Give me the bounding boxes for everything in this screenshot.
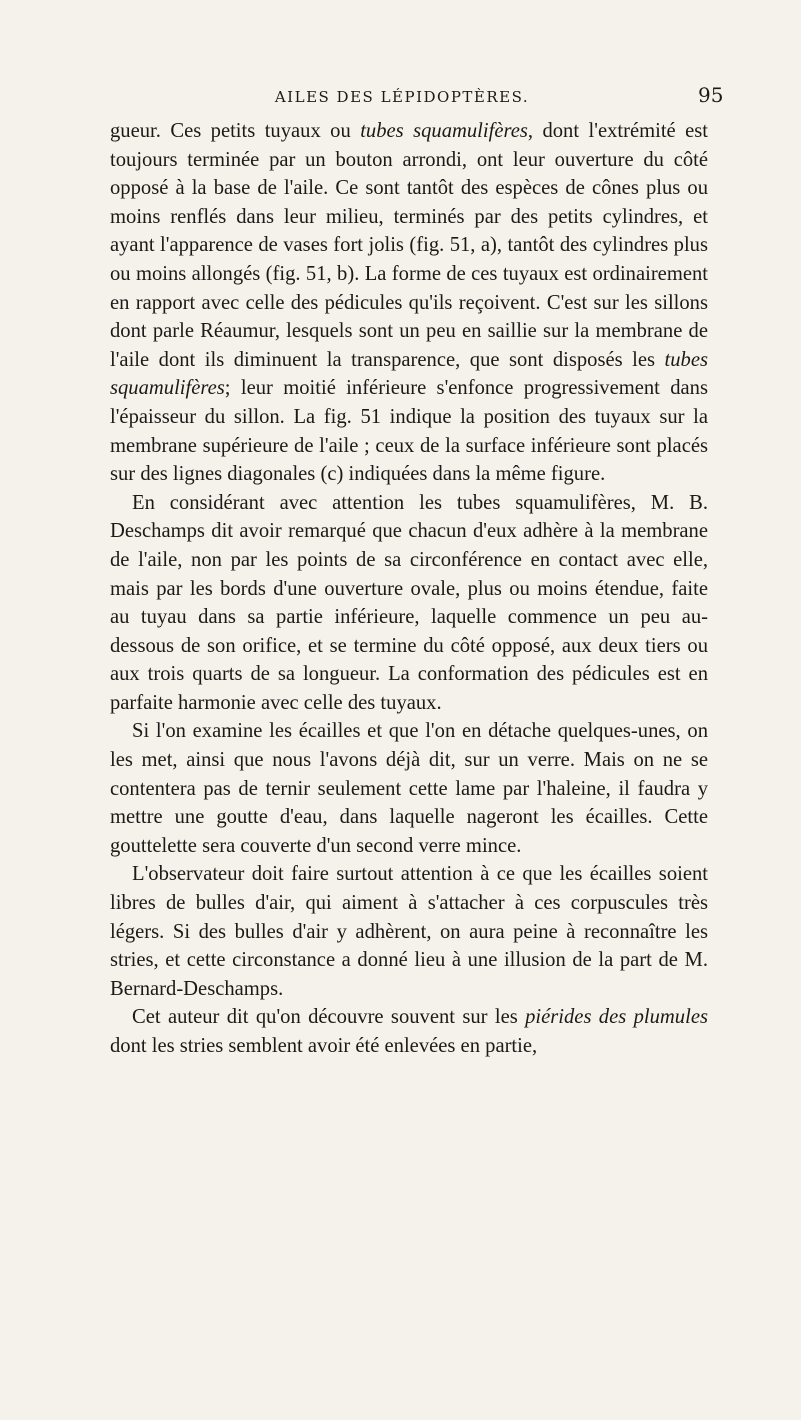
text-run: , dont l'extrémité est toujours terminée par un bouton arrondi, ont leur ouverture du côté opposé à la base de l'aile. Ce sont tantôt des espèces de cônes plus ou moins renflés dans leur milieu, terminés par des petits cylindres, et ayant l'apparence de vases fort jolis (fig. 51, a), tantôt des cylindres plus ou moins allongés (fig. 51, b). La forme de ces tuyaux est ordinairement en rapport avec celle des pédicules qu'ils reçoivent. C'est sur les sillons dont parle Réaumur, lesquels sont un peu en saillie sur la membrane de l'aile dont ils diminuent la transparence, que sont disposés les <box>110 120 709 371</box>
text-run: L'observateur doit faire surtout attention à ce que les écailles soient libres de bulles d'air, qui aiment à s'attacher à ces corpuscules très légers. Si des bulles d'air y adhèrent, on aura peine à reconnaître les stries, et cette circonstance a donné lieu à une illusion de la part de M. Bernard-Deschamps. <box>110 863 708 1000</box>
body-text <box>110 117 708 1061</box>
paragraph <box>110 117 708 489</box>
paragraph <box>110 489 708 718</box>
italic-term: tubes squamulifères <box>110 348 708 400</box>
text-run: dont les stries semblent avoir été enlevées en partie, <box>110 1035 538 1057</box>
page-number: 95 <box>698 83 724 107</box>
text-run: gueur. Ces petits tuyaux ou <box>110 120 361 142</box>
paragraph <box>110 717 708 860</box>
text-run: Si l'on examine les écailles et que l'on en détache quelques-unes, on les met, ainsi que nous l'avons déjà dit, sur un verre. Mais on ne se contentera pas de ternir seulement cette lame par l'haleine, il faudra y mettre une goutte d'eau, dans laquelle nageront les écailles. Cette gouttelette sera couverte d'un second verre mince. <box>110 720 708 857</box>
text-run: Cet auteur dit qu'on découvre souvent sur les <box>132 1006 526 1029</box>
running-title: AILES DES LÉPIDOPTÈRES. <box>274 88 530 106</box>
text-run: En considérant avec attention les tubes squamulifères, M. B. Deschamps dit avoir remarqué que chacun d'eux adhère à la membrane de l'aile, non par les points de sa circonférence en contact avec elle, mais par les bords d'une ouverture ovale, plus ou moins étendue, faite au tuyau dans sa partie inférieure, laquelle commence un peu au-dessous de son orifice, et se termine du côté opposé, aux deux tiers ou aux trois quarts de sa longueur. La conformation des pédicules est en parfaite harmonie avec celle des tuyaux. <box>110 491 708 714</box>
italic-term: tubes squamulifères <box>360 120 528 142</box>
text-run: ; leur moitié inférieure s'enfonce progressivement dans l'épaisseur du sillon. La fig. 51 indique la position des tuyaux sur la membrane supérieure de l'aile ; ceux de la surface inférieure sont placés sur des lignes diagonales (c) indiquées dans la même figure. <box>110 377 708 486</box>
paragraph <box>110 860 708 1003</box>
italic-term: piérides des plumules <box>525 1006 708 1029</box>
paragraph <box>110 1003 708 1060</box>
